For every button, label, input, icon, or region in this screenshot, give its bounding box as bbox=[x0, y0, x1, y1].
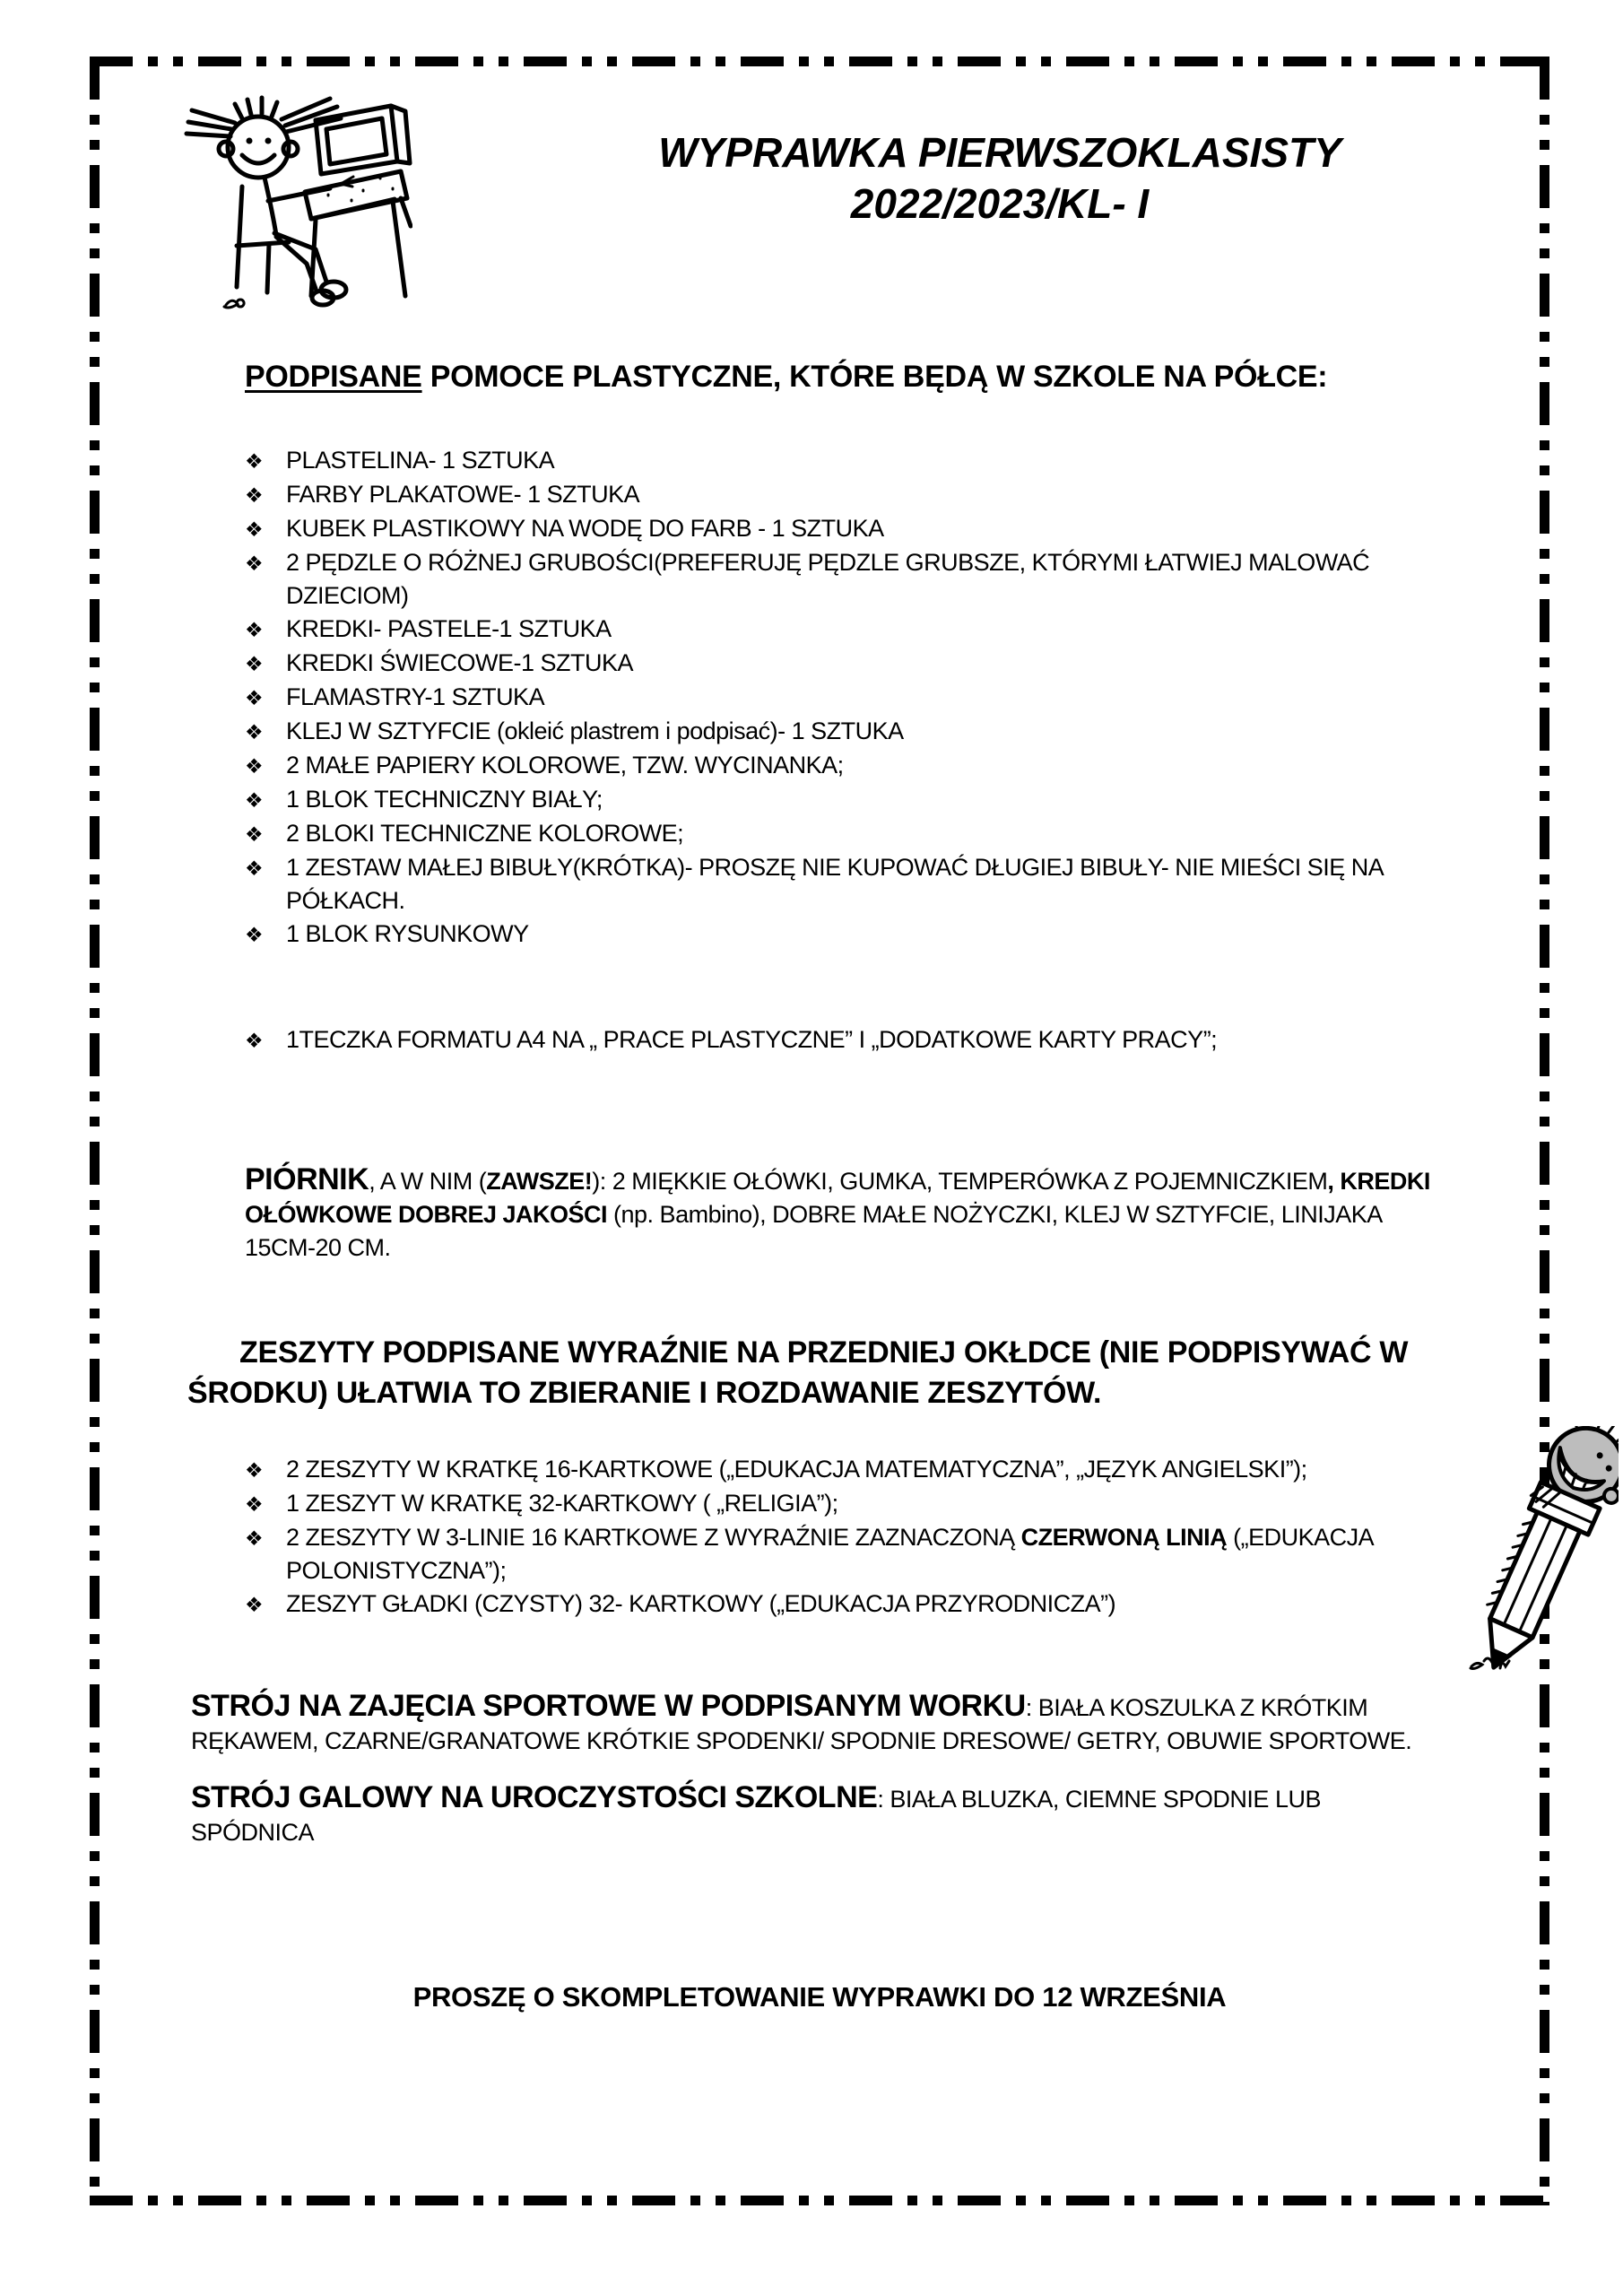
list-item bbox=[245, 1521, 1443, 1587]
deadline-note: PROSZĘ O SKOMPLETOWANIE WYPRAWKI DO 12 WRZEŚNIA bbox=[412, 1981, 1227, 2013]
list-item-text: 2 ZESZYTY W 3-LINIE 16 KARTKOWE Z WYRAŹNIE ZAZNACZONĄ bbox=[286, 1524, 1021, 1551]
art-supplies-heading-underlined: PODPISANE bbox=[245, 360, 422, 394]
list-item bbox=[245, 918, 1443, 952]
list-item-text: PLASTELINA- 1 SZTUKA bbox=[286, 447, 555, 474]
pencil-case-text: ): 2 MIĘKKIE OŁÓWKI, GUMKA, TEMPERÓWKA Z POJEMNICZKIEM bbox=[592, 1168, 1328, 1195]
list-item-text: („EDUKACJA POLONISTYCZNA”); bbox=[286, 1524, 1373, 1584]
list-item-text: ZESZYT GŁADKI (CZYSTY) 32- KARTKOWY („EDUKACJA PRZYRODNICZA”) bbox=[286, 1590, 1116, 1617]
sports-outfit-text: : BIAŁA KOSZULKA Z KRÓTKIM RĘKAWEM, CZARNE/GRANATOWE KRÓTKIE SPODENKI/ SPODNIE DRESOWE/ GETRY, OBUWIE SPORTOWE. bbox=[191, 1694, 1412, 1754]
list-item bbox=[245, 1487, 1443, 1521]
list-item-text: 1 BLOK RYSUNKOWY bbox=[286, 920, 529, 947]
art-supplies-list bbox=[245, 444, 1443, 952]
folder-item-text: 1TECZKA FORMATU A4 NA „ PRACE PLASTYCZNE” I „DODATKOWE KARTY PRACY”; bbox=[286, 1026, 1218, 1053]
bullet-diamond-icon: ❖ bbox=[245, 483, 264, 507]
list-item bbox=[245, 681, 1443, 715]
sports-outfit-paragraph bbox=[191, 1690, 1443, 1758]
bullet-diamond-icon: ❖ bbox=[245, 720, 264, 744]
page-title bbox=[538, 127, 1462, 230]
bullet-diamond-icon: ❖ bbox=[245, 652, 264, 675]
list-item-text: 2 PĘDZLE O RÓŻNEJ GRUBOŚCI(PREFERUJĘ PĘDZLE GRUBSZE, KTÓRYMI ŁATWIEJ MALOWAĆ DZIECIOM) bbox=[286, 549, 1370, 609]
list-item-text: 2 ZESZYTY W KRATKĘ 16-KARTKOWE („EDUKACJA MATEMATYCZNA”, „JĘZYK ANGIELSKI”); bbox=[286, 1456, 1307, 1483]
page-border-bottom bbox=[90, 2196, 1549, 2205]
list-item-text: 2 BLOKI TECHNICZNE KOLOROWE; bbox=[286, 820, 684, 847]
pencil-case-bold-always: ZAWSZE! bbox=[486, 1168, 593, 1195]
bullet-diamond-icon: ❖ bbox=[245, 1526, 264, 1550]
pencil-case-paragraph bbox=[245, 1163, 1443, 1265]
bullet-diamond-icon: ❖ bbox=[245, 552, 264, 575]
list-item bbox=[245, 546, 1443, 613]
list-item-text: KUBEK PLASTIKOWY NA WODĘ DO FARB - 1 SZTUKA bbox=[286, 515, 884, 542]
bullet-diamond-icon: ❖ bbox=[245, 788, 264, 812]
page-border-top bbox=[90, 57, 1549, 66]
formal-outfit-heading: STRÓJ GALOWY NA UROCZYSTOŚCI SZKOLNE bbox=[191, 1780, 878, 1814]
list-item bbox=[245, 783, 1443, 817]
page-title-line1: WYPRAWKA PIERWSZOKLASISTY bbox=[658, 129, 1341, 176]
list-item bbox=[245, 512, 1443, 546]
list-item-text: FLAMASTRY-1 SZTUKA bbox=[286, 683, 545, 710]
bullet-diamond-icon: ❖ bbox=[245, 754, 264, 778]
formal-outfit-text: : BIAŁA BLUZKA, CIEMNE SPODNIE LUB SPÓDNICA bbox=[191, 1786, 1321, 1846]
page-title-line2: 2022/2023/KL- I bbox=[850, 180, 1150, 227]
list-item-text: KREDKI ŚWIECOWE-1 SZTUKA bbox=[286, 649, 634, 676]
list-item-text: 1 ZESTAW MAŁEJ BIBUŁY(KRÓTKA)- PROSZĘ NIE KUPOWAĆ DŁUGIEJ BIBUŁY- NIE MIEŚCI SIĘ NA PÓŁKACH. bbox=[286, 854, 1383, 914]
bullet-diamond-icon: ❖ bbox=[245, 618, 264, 641]
smiling-pencil-illustration bbox=[1466, 1426, 1619, 1686]
page-border-right bbox=[1540, 57, 1549, 2205]
art-supplies-heading bbox=[245, 357, 1443, 397]
pencil-case-bold-crayons: , KREDKI OŁÓWKOWE DOBREJ JAKOŚCI bbox=[245, 1168, 1430, 1228]
list-item-text: KLEJ W SZTYFCIE (okleić plastrem i podpisać)- 1 SZTUKA bbox=[286, 718, 904, 744]
art-supplies-heading-rest: POMOCE PLASTYCZNE, KTÓRE BĘDĄ W SZKOLE NA PÓŁCE: bbox=[421, 360, 1328, 394]
list-item bbox=[245, 715, 1443, 749]
list-item-text: FARBY PLAKATOWE- 1 SZTUKA bbox=[286, 481, 640, 508]
formal-outfit-paragraph bbox=[191, 1781, 1443, 1849]
list-item-text: 1 BLOK TECHNICZNY BIAŁY; bbox=[286, 786, 603, 813]
folder-list-item bbox=[245, 1023, 1443, 1057]
bullet-diamond-icon: ❖ bbox=[245, 1458, 264, 1482]
bullet-diamond-icon: ❖ bbox=[245, 822, 264, 846]
bullet-diamond-icon: ❖ bbox=[245, 857, 264, 880]
bullet-diamond-icon: ❖ bbox=[245, 923, 264, 946]
list-item bbox=[245, 647, 1443, 681]
page-border-left bbox=[90, 57, 100, 2205]
girl-at-computer-illustration bbox=[179, 83, 412, 323]
list-item-text: 1 ZESZYT W KRATKĘ 32-KARTKOWY ( „RELIGIA”); bbox=[286, 1490, 838, 1517]
list-item bbox=[245, 613, 1443, 647]
sports-outfit-heading: STRÓJ NA ZAJĘCIA SPORTOWE W PODPISANYM WORKU bbox=[191, 1689, 1026, 1723]
document-body bbox=[187, 357, 1443, 2013]
list-item bbox=[245, 749, 1443, 783]
list-item-text: KREDKI- PASTELE-1 SZTUKA bbox=[286, 615, 612, 642]
list-item bbox=[245, 478, 1443, 512]
bullet-diamond-icon: ❖ bbox=[245, 686, 264, 709]
list-item bbox=[245, 444, 1443, 478]
list-item-text: 2 MAŁE PAPIERY KOLOROWE, TZW. WYCINANKA; bbox=[286, 752, 844, 778]
bullet-diamond-icon: ❖ bbox=[245, 449, 264, 473]
bullet-diamond-icon: ❖ bbox=[245, 1029, 264, 1052]
notebooks-heading: ZESZYTY PODPISANE WYRAŹNIE NA PRZEDNIEJ OKŁDCE (NIE PODPISYWAĆ W ŚRODKU) UŁATWIA TO ZBIERANIE I ROZDAWANIE ZESZYTÓW. bbox=[187, 1335, 1409, 1410]
bullet-diamond-icon: ❖ bbox=[245, 1492, 264, 1516]
red-line-bold-text: CZERWONĄ LINIĄ bbox=[1020, 1524, 1228, 1551]
list-item bbox=[245, 1587, 1443, 1622]
list-item bbox=[245, 851, 1443, 918]
list-item-text bbox=[286, 1521, 1443, 1587]
pencil-case-text: (np. Bambino), DOBRE MAŁE NOŻYCZKI, KLEJ W SZTYFCIE, LINIJAKA 15CM-20 CM. bbox=[245, 1201, 1382, 1261]
bullet-diamond-icon: ❖ bbox=[245, 1593, 264, 1616]
notebooks-list bbox=[245, 1453, 1443, 1622]
list-item bbox=[245, 817, 1443, 851]
list-item bbox=[245, 1453, 1443, 1487]
bullet-diamond-icon: ❖ bbox=[245, 517, 264, 541]
pencil-case-lead: PIÓRNIK bbox=[245, 1162, 369, 1196]
pencil-case-text: , A W NIM ( bbox=[369, 1168, 487, 1195]
